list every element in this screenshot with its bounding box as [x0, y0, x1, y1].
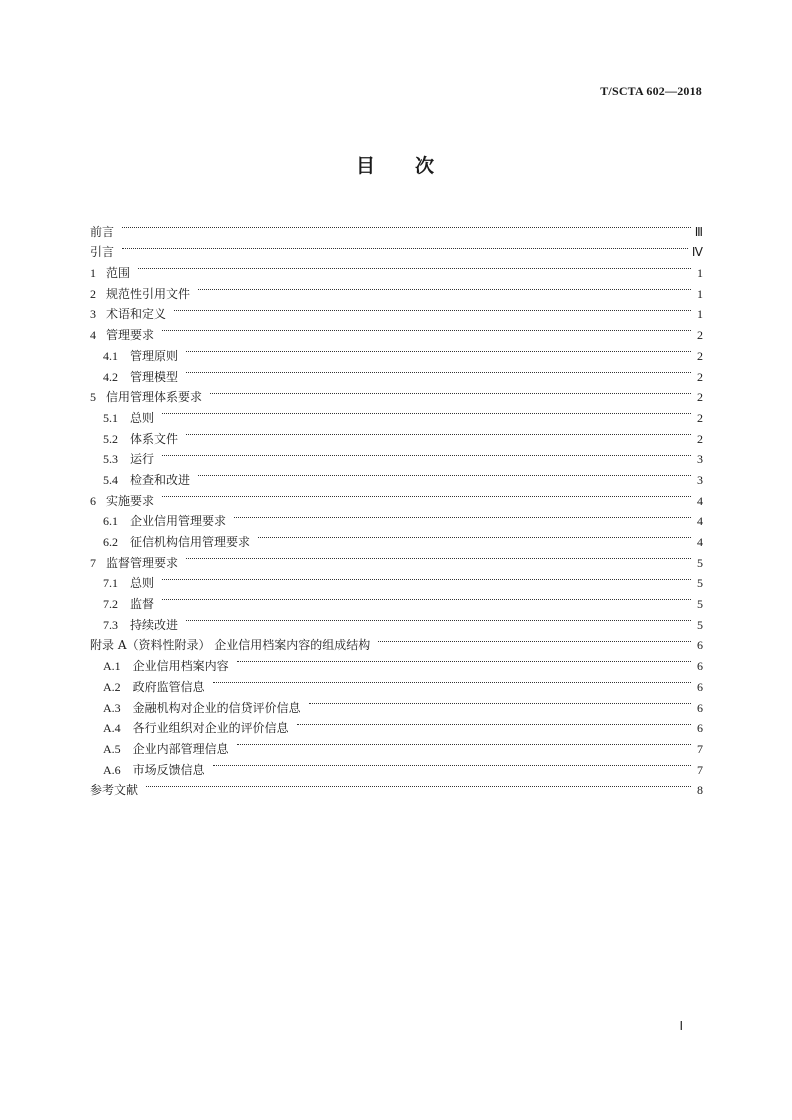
toc-entry-number: 1 — [90, 266, 96, 281]
toc-entry[interactable] — [90, 422, 703, 446]
toc-leader-dots — [258, 525, 691, 546]
toc-entry[interactable] — [90, 608, 703, 632]
toc-leader-dots — [162, 318, 691, 339]
toc-entry-page: 6 — [697, 659, 703, 674]
toc-entry-label: 金融机构对企业的信贷评价信息 — [132, 700, 301, 715]
toc-leader-dots — [122, 236, 688, 257]
toc-entry-page: 5 — [697, 617, 703, 632]
toc-entry-label: 总则 — [130, 576, 155, 591]
toc-entry-label: 检查和改进 — [130, 472, 191, 487]
toc-entry-label: 管理要求 — [106, 328, 155, 343]
toc-leader-dots — [162, 587, 691, 608]
toc-entry-number: 7.1 — [103, 576, 118, 591]
toc-entry-page: 7 — [697, 741, 703, 756]
toc-entry-number: 6.1 — [103, 514, 118, 529]
toc-leader-dots — [138, 256, 691, 277]
toc-entry-page: 5 — [697, 597, 703, 612]
toc-entry-number: 6.2 — [103, 535, 118, 549]
toc-leader-dots — [378, 629, 691, 650]
toc-entry[interactable] — [90, 463, 703, 487]
toc-entry-page: 3 — [697, 472, 703, 487]
toc-leader-dots — [237, 649, 691, 670]
toc-entry-label: 总则 — [130, 410, 155, 425]
toc-entry-label: 政府监管信息 — [132, 679, 205, 694]
toc-entry-page: 1 — [697, 266, 703, 281]
toc-leader-dots — [146, 774, 691, 795]
toc-entry[interactable] — [90, 567, 703, 591]
toc-entry-page: 6 — [697, 638, 703, 653]
toc-entry[interactable] — [90, 443, 703, 467]
toc-entry-page: 2 — [697, 431, 703, 446]
toc-entry-label: 运行 — [130, 452, 155, 467]
toc-entry-label: 参考文献 — [90, 783, 139, 798]
toc-entry-page: 3 — [697, 452, 703, 467]
toc-entry[interactable] — [90, 277, 703, 301]
toc-entry-number: 5.1 — [103, 410, 118, 425]
toc-entry-number: A.4 — [103, 721, 121, 736]
toc-entry[interactable] — [90, 298, 703, 322]
toc-leader-dots — [162, 401, 691, 422]
toc-leader-dots — [174, 298, 691, 319]
toc-entry-page: 1 — [697, 307, 703, 322]
toc-entry-page: 2 — [697, 328, 703, 343]
toc-entry[interactable] — [90, 215, 703, 239]
toc-entry-number: 5.3 — [103, 452, 118, 467]
toc-entry-label: 监督 — [130, 597, 155, 612]
toc-entry-label: 体系文件 — [130, 431, 179, 446]
toc-entry-number: 5.2 — [103, 431, 118, 446]
toc-entry-number: A.5 — [103, 741, 121, 756]
toc-entry[interactable] — [90, 381, 703, 405]
toc-entry[interactable] — [90, 587, 703, 612]
toc-entry-page: 8 — [697, 783, 703, 798]
page-title — [0, 151, 792, 178]
toc-leader-dots — [297, 712, 691, 733]
toc-entry-label: 企业信用管理要求 — [130, 514, 227, 529]
toc-entry[interactable] — [90, 629, 703, 653]
toc-leader-dots — [162, 484, 691, 505]
toc-entry-page: 2 — [697, 369, 703, 384]
toc-entry-page: 2 — [697, 348, 703, 363]
toc-entry-label: 市场反馈信息 — [132, 762, 205, 777]
toc-entry[interactable] — [90, 360, 703, 384]
toc-entry-label: 企业内部管理信息 — [132, 741, 229, 756]
toc-entry-page: 1 — [697, 286, 703, 301]
toc-entry-label: 持续改进 — [130, 617, 179, 632]
toc-leader-dots — [186, 422, 691, 443]
toc-leader-dots — [210, 381, 691, 402]
toc-entry-label: 管理模型 — [130, 369, 179, 384]
toc-leader-dots — [237, 732, 691, 753]
toc-entry-page: 4 — [697, 493, 703, 508]
toc-entry-page: 5 — [697, 555, 703, 570]
toc-leader-dots — [198, 277, 691, 298]
toc-entry-number: 5 — [90, 390, 96, 405]
toc-entry-page: 5 — [697, 576, 703, 591]
toc-entry[interactable] — [90, 401, 703, 425]
toc-entry-label: 征信机构信用管理要求 — [130, 535, 251, 549]
toc-entry-label: 管理原则 — [130, 348, 179, 363]
toc-entry-label: 实施要求 — [106, 493, 155, 508]
toc-entry-number: 4.2 — [103, 369, 118, 384]
title-part-2: 次 — [415, 155, 437, 177]
toc-entry[interactable] — [90, 505, 703, 529]
toc-entry-label: 各行业组织对企业的评价信息 — [132, 721, 289, 736]
document-code: T/SCTA 602—2018 — [600, 84, 702, 98]
table-of-contents — [90, 215, 703, 798]
toc-entry-number: 2 — [90, 286, 96, 301]
toc-entry-page: Ⅲ — [694, 224, 703, 239]
toc-leader-dots — [213, 753, 691, 774]
toc-entry[interactable] — [90, 484, 703, 508]
toc-entry-page: 4 — [697, 535, 703, 549]
toc-entry-number: 5.4 — [103, 472, 118, 487]
toc-entry-label: 附录 A（资料性附录） 企业信用档案内容的组成结构 — [90, 638, 371, 653]
toc-leader-dots — [186, 546, 691, 567]
toc-leader-dots — [162, 567, 691, 588]
toc-entry-label: 企业信用档案内容 — [132, 659, 229, 674]
toc-leader-dots — [122, 215, 691, 236]
toc-leader-dots — [186, 608, 691, 629]
toc-entry-label: 范围 — [106, 266, 131, 281]
toc-entry-label: 监督管理要求 — [106, 555, 179, 570]
page-number: Ⅰ — [679, 1019, 683, 1033]
toc-entry-number: A.3 — [103, 700, 121, 715]
toc-entry-number: 7 — [90, 555, 96, 570]
toc-leader-dots — [234, 505, 691, 526]
toc-entry-label: 前言 — [90, 224, 115, 239]
toc-entry-page: 4 — [697, 514, 703, 529]
toc-leader-dots — [309, 691, 691, 712]
toc-entry[interactable] — [90, 236, 703, 260]
toc-leader-dots — [186, 360, 691, 381]
toc-entry-number: 6 — [90, 493, 96, 508]
toc-entry-number: 7.2 — [103, 597, 118, 612]
toc-entry[interactable] — [90, 339, 703, 363]
toc-entry-page: Ⅳ — [691, 245, 703, 260]
toc-leader-dots — [162, 443, 691, 464]
toc-entry-label: 规范性引用文件 — [106, 286, 191, 301]
toc-entry-number: A.1 — [103, 659, 121, 674]
toc-entry-number: 7.3 — [103, 617, 118, 632]
toc-entry-page: 7 — [697, 762, 703, 777]
toc-entry[interactable] — [90, 774, 703, 798]
toc-entry-page: 2 — [697, 410, 703, 425]
toc-entry-page: 2 — [697, 390, 703, 405]
toc-leader-dots — [213, 670, 691, 691]
toc-entry-page: 6 — [697, 679, 703, 694]
toc-entry-number: 4 — [90, 328, 96, 343]
toc-entry[interactable] — [90, 256, 703, 281]
toc-entry-number: 4.1 — [103, 348, 118, 363]
toc-entry[interactable] — [90, 318, 703, 343]
title-part-1: 目 — [355, 155, 377, 177]
toc-entry-number: 3 — [90, 307, 96, 322]
toc-entry-label: 引言 — [90, 245, 115, 260]
toc-entry-label: 信用管理体系要求 — [106, 390, 203, 405]
toc-entry-page: 6 — [697, 700, 703, 715]
toc-entry-page: 6 — [697, 721, 703, 736]
toc-leader-dots — [198, 463, 691, 484]
toc-entry-label: 术语和定义 — [106, 307, 167, 322]
toc-leader-dots — [186, 339, 691, 360]
toc-entry-number: A.6 — [103, 762, 121, 777]
toc-entry-number: A.2 — [103, 679, 121, 694]
